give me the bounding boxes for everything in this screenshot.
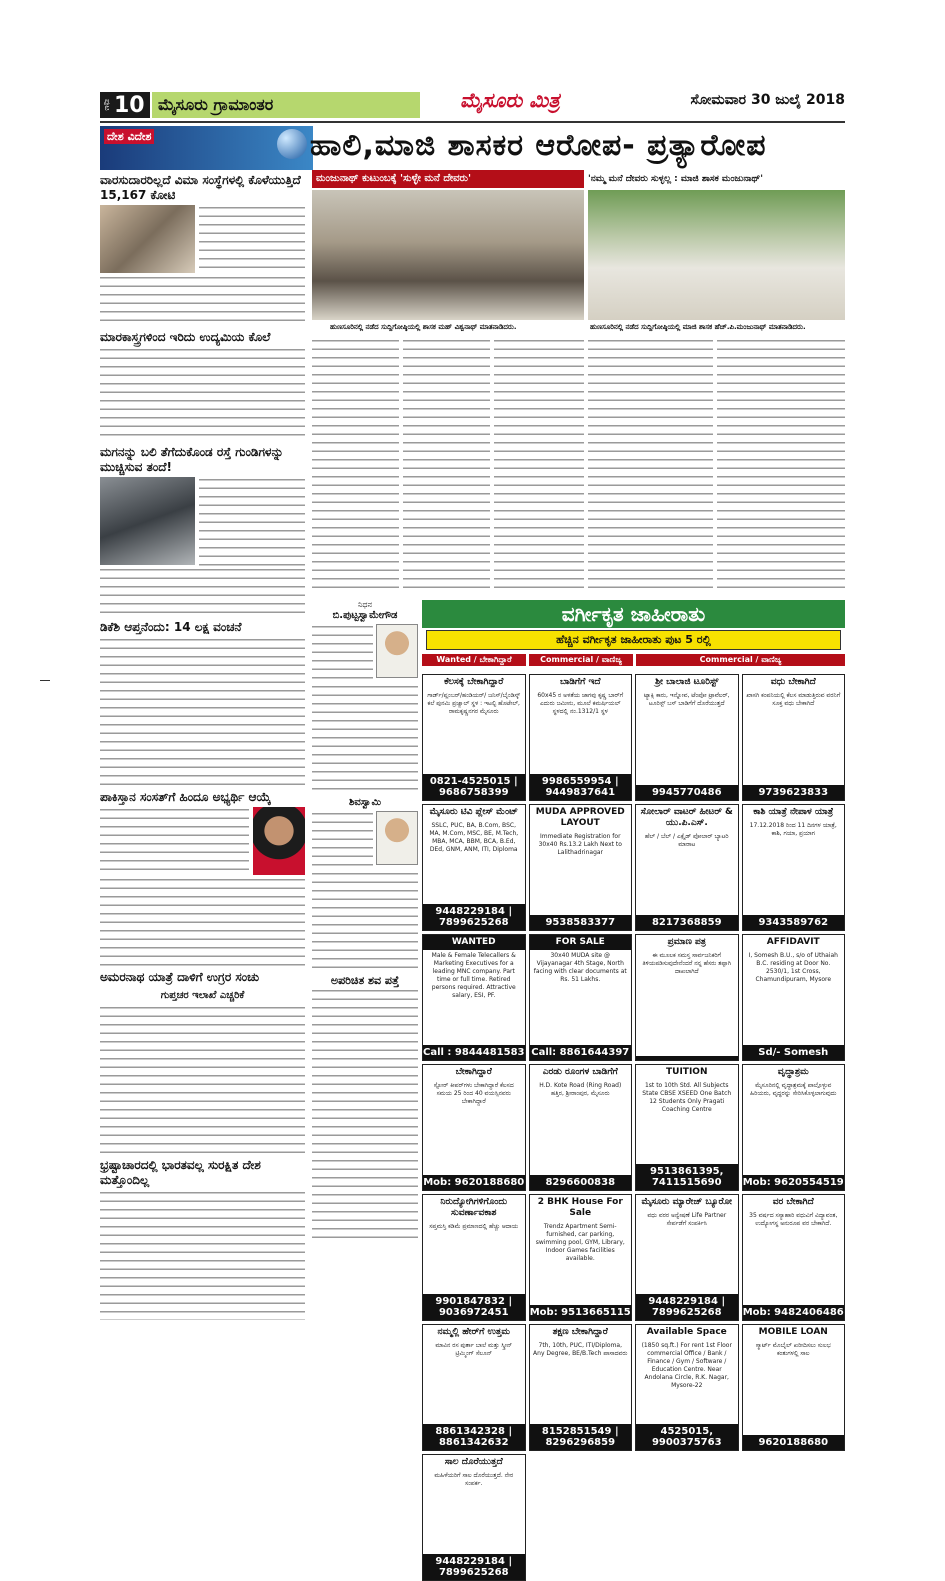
classified-ad — [742, 1064, 846, 1191]
story-tag-right: 'ನಮ್ಮ ಮನೆ ದೇವರು ಸುಳ್ಳಲ್ಲ : ಮಾಜಿ ಶಾಸಕ ಮಂಜುನಾಥ್' — [588, 174, 764, 184]
classified-ad — [742, 1194, 846, 1321]
obit-photo — [376, 624, 418, 678]
page-number-box — [100, 92, 150, 118]
ad-title: MUDA APPROVED LAYOUT — [535, 807, 625, 828]
ad-title: ನಮ್ಮಲ್ಲಿ ಹೇರ್‌ಗೆ ಉತ್ತಮ — [437, 1327, 510, 1337]
ad-phone: Call: 8861644397 — [531, 1047, 630, 1058]
classified-ad — [529, 804, 633, 931]
pothole-photo — [100, 477, 195, 565]
ad-body: Trendz Apartment Semi-furnished, car parking, swimming pool, GYM, Library, Indoor Games facilities available. — [535, 1223, 625, 1262]
ad-phone: Mob: 9620188680 — [423, 1177, 525, 1188]
article-headline: ಅಪರಿಚಿತ ಶವ ಪತ್ತೆ — [330, 974, 400, 987]
ad-title: ಸಾಲ ದೊರೆಯುತ್ತದೆ — [444, 1457, 503, 1467]
page-header — [100, 88, 845, 120]
obit-text — [312, 684, 418, 794]
ad-title: ವಧು ಬೇಕಾಗಿದೆ — [770, 677, 816, 687]
ad-title: ಬೇಕಾಗಿದ್ದಾರೆ — [455, 1067, 492, 1077]
press-meet-photo-left — [312, 190, 584, 320]
ad-body: I, Somesh B.U., s/o of Uthaiah B.C. residing at Door No. 2530/1, 1st Cross, Chamundipuram, Mysore — [748, 952, 838, 983]
classified-ad — [635, 1194, 739, 1321]
classifieds-title: ವರ್ಗೀಕೃತ ಜಾಹೀರಾತು — [422, 600, 845, 628]
ad-phone: 9739623833 — [743, 785, 845, 800]
classifieds-section — [422, 600, 845, 1578]
obit-text — [312, 871, 418, 971]
photo-caption-right: ಹುಣಸೂರಿನಲ್ಲಿ ನಡೆದ ಸುದ್ದಿಗೋಷ್ಠಿಯಲ್ಲಿ ಮಾಜಿ ಶಾಸಕ ಹೆಚ್.ಪಿ.ಮಂಜುನಾಥ್ ಮಾತನಾಡಿದರು. — [590, 323, 806, 331]
ad-phone: 9448229184 | 7899625268 — [423, 904, 525, 930]
classified-ad — [635, 934, 739, 1061]
category-label: Commercial / ವಾಣಿಜ್ಯ — [529, 654, 633, 666]
classified-ad — [742, 1324, 846, 1451]
main-story-column — [588, 338, 713, 593]
ad-phone: 9343589762 — [743, 915, 845, 930]
article-body — [199, 477, 305, 567]
classified-ad — [529, 1064, 633, 1191]
ad-body: 17.12.2018 ರಿಂದ 11 ದಿನಗಳ ಯಾತ್ರೆ, ಕಾಶಿ, ಗಯಾ, ಪ್ರಯಾಗ — [749, 822, 837, 837]
ad-body: Immediate Registration for 30x40 Rs.13.2 Lakh Next to Lalithadrinagar — [538, 833, 622, 856]
classified-ad — [635, 804, 739, 931]
photo-caption-left: ಹುಣಸೂರಿನಲ್ಲಿ ನಡೆದ ಸುದ್ದಿಗೋಷ್ಠಿಯಲ್ಲಿ ಶಾಸಕ ಮಹ್ ವಿಶ್ವನಾಥ್ ಮಾತನಾಡಿದರು. — [330, 323, 517, 331]
article-headline: ಮಾರಕಾಸ್ತ್ರಗಳಿಂದ ಇರಿದು ಉದ್ಯಮಿಯ ಕೊಲೆ — [100, 330, 271, 344]
classified-ad — [742, 804, 846, 931]
ad-phone: 9945770486 — [636, 785, 738, 800]
ad-phone: 9986559954 | 9449837641 — [530, 774, 632, 800]
ad-title: ಸೋಲಾರ್ ವಾಟರ್ ಹೀಟರ್ & ಯು.ಪಿ.ಎಸ್. — [640, 807, 733, 828]
ad-title: ಕೆಲಸಕ್ಕೆ ಬೇಕಾಗಿದ್ದಾರೆ — [444, 677, 504, 687]
ad-title: ನಿರುದ್ಯೋಗಿಗಳಿಗೊಂದು ಸುವರ್ಣಾವಕಾಶ — [440, 1197, 508, 1218]
article-headline: ಅಮರನಾಥ ಯಾತ್ರೆ ದಾಳಿಗೆ ಉಗ್ರರ ಸಂಚು — [100, 970, 260, 984]
main-story-column — [312, 338, 399, 593]
ad-phone: 8296600838 — [530, 1175, 632, 1190]
ad-title: ಮೈಸೂರು ಮ್ಯಾರೇಜ್ ಬ್ಯೂರೋ — [641, 1197, 732, 1207]
ad-body: ವಧು ವರರ ಅನ್ವೇಷಣೆ Life Partner ಸೇರ್ಪಡೆಗೆ ಸಂಪರ್ಕಿಸಿ — [647, 1212, 727, 1227]
main-story-column — [403, 338, 490, 593]
article-headline: ಡಿಕೆಶಿ ಆಪ್ತನೆಂದು: 14 ಲಕ್ಷ ವಂಚನೆ — [100, 620, 242, 634]
ad-body: 60x45 ರ ಅಳತೆಯ ಜಾಗವು ಕೃಷ್ಣ ಬಾರ್‌ಗೆ ಎದುರು ಜಮೀನು, ಮೂಲೆ ಕಮರ್ಷಿಯಲ್ ಸ್ಥಳದಲ್ಲಿ ನಂ.1312/1 ಸ್ಥಳ — [537, 692, 624, 715]
article-subheadline: ಗುಪ್ತಚರ ಇಲಾಖೆ ಎಚ್ಚರಿಕೆ — [160, 990, 245, 1001]
candidate-photo — [253, 807, 305, 875]
ad-body: 1st to 10th Std. All Subjects State CBSE XSEED One Batch 12 Students Only Pragati Coaching Centre — [642, 1082, 732, 1113]
left-news-column — [100, 126, 305, 1276]
article-body — [100, 1190, 305, 1320]
classified-ad — [422, 1064, 526, 1191]
ad-title: ಮೈಸೂರು ಟಿವಿ ಪ್ಲೇಸ್ ಮೆಂಟ್ — [429, 807, 518, 817]
ad-body: 7th, 10th, PUC, ITI/Diploma, Any Degree, BE/B.Tech ಪಾಸಾದವರು — [533, 1342, 628, 1357]
ad-title: ಕಾಶಿ ಯಾತ್ರೆ ನೇಪಾಳ ಯಾತ್ರೆ — [753, 807, 834, 817]
article-body — [100, 807, 249, 877]
ad-grid — [422, 674, 845, 1581]
classified-ad — [422, 1324, 526, 1451]
obit-text — [312, 624, 373, 684]
article-body — [100, 347, 305, 442]
ad-phone: 9448229184 | 7899625268 — [423, 1554, 525, 1580]
ad-title: WANTED — [423, 935, 525, 950]
ad-phone: 9448229184 | 7899625268 — [636, 1294, 738, 1320]
ad-title: ಬಾಡಿಗೆಗೆ ಇದೆ — [559, 677, 601, 687]
article-headline: ಭ್ರಷ್ಟಾಚಾರದಲ್ಲಿ ಭಾರತವಲ್ಲ ಸುರಕ್ಷಿತ ದೇಶ ಮತ್ತೊಂದಿಲ್ಲ — [100, 1158, 261, 1187]
article-body — [100, 275, 305, 327]
obit-label: ನಿಧನ — [357, 600, 373, 609]
category-row — [422, 654, 845, 666]
main-story-column — [494, 338, 584, 593]
classified-ad — [529, 934, 633, 1061]
margin-mark — [40, 680, 50, 681]
ad-phone: Mob: 9513665115 — [529, 1307, 631, 1318]
main-story-column — [717, 338, 845, 593]
article-body — [312, 988, 418, 1238]
ad-title: ತಕ್ಷಣ ಬೇಕಾಗಿದ್ದಾರೆ — [552, 1327, 608, 1337]
classified-ad — [742, 934, 846, 1061]
ad-body: 30x40 MUDA site @ Vijayanagar 4th Stage, North facing with clear documents at Rs. 51 Lakhs. — [533, 952, 627, 983]
ad-title: ವರ ಬೇಕಾಗಿದೆ — [772, 1197, 814, 1207]
article-body — [100, 567, 305, 617]
ad-title: Available Space — [646, 1327, 727, 1337]
ad-phone: 4525015, 9900375763 — [636, 1424, 738, 1450]
classified-ad — [422, 934, 526, 1061]
ad-body: (1850 sq.ft.) For rent 1st Floor commercial Office / Bank / Finance / Gym / Software / Education Centre. Near Andolana Circle, R.K. Nagar, Mysore-22 — [641, 1342, 732, 1389]
ad-phone — [636, 1056, 738, 1060]
ad-body: ಸ್ಟೋರ್ ಕೀಪರ್‌ಗಳು ಬೇಕಾಗಿದ್ದಾರೆ ಕೆಲಸದ ಸಮಯ 25 ರಿಂದ 40 ವಯಸ್ಸಿನವರು ಬೇಕಾಗಿದ್ದಾರೆ — [433, 1082, 514, 1105]
classifieds-subtitle: ಹೆಚ್ಚಿನ ವರ್ಗೀಕೃತ ಜಾಹೀರಾತು ಪುಟ 5 ರಲ್ಲಿ — [426, 630, 841, 650]
ad-phone: 8861342328 | 8861342632 — [423, 1424, 525, 1450]
ad-phone: 9901847832 | 9036972451 — [423, 1294, 525, 1320]
ad-title: ಪ್ರಮಾಣ ಪತ್ರ — [667, 937, 706, 947]
ad-title: ವೃದ್ಧಾಶ್ರಮ — [777, 1067, 809, 1077]
press-meet-photo-right — [588, 190, 845, 320]
classified-ad — [422, 1454, 526, 1581]
ad-phone: 8152851549 | 8296296859 — [530, 1424, 632, 1450]
ad-title: 2 BHK House For Sale — [537, 1197, 623, 1218]
ad-body: ಟ್ಯಾಕ್ಸಿ ಕಾರು, ಇನ್ನೋವ, ಟೆಂಪೋ ಟ್ರಾವೆಲರ್, ಟೂರಿಸ್ಟ್ ಬಸ್ ಬಾಡಿಗೆಗೆ ದೊರೆಯುತ್ತದೆ — [643, 692, 730, 707]
ad-body: ಮಾವಿನ ರಸ ಪುರ್ತಾ ಬಾಲೆ ಮತ್ತು ಸ್ಕ್ರೀನ್ ಟ್ರಿಮ್ಮಿಂಗ್ ಸೆಲೂನ್ — [435, 1342, 513, 1357]
masthead: ಮೈಸೂರು ಮಿತ್ರ — [460, 88, 560, 112]
article-body — [100, 877, 305, 967]
ad-body: ಹೆಲ್ / ಬೆಲ್ / ಎಕ್ಸೈಡ್ ಪೋಲಾರ್ ಬ್ಯಾಟರಿ ಮಾರಾಟ — [644, 833, 729, 848]
ad-body: H.D. Kote Road (Ring Road) ಹತ್ತಿರ, ಶ್ರೀರಾಂಪುರ, ಮೈಸೂರು — [539, 1082, 622, 1097]
obit-photo — [376, 811, 418, 865]
ad-phone: 9513861395, 7411515690 — [636, 1164, 738, 1190]
classified-ad — [422, 674, 526, 801]
ad-title: AFFIDAVIT — [766, 937, 820, 947]
page-label: ಪುಟ — [103, 99, 112, 111]
classified-ad — [529, 1324, 633, 1451]
ad-body: ಸಪ್ತಮಸ್ತಿ ಕಡಿಮೆ ಪ್ರಮಾಣದಲ್ಲಿ ಹೆಚ್ಚು ಆದಾಯ — [429, 1223, 519, 1230]
classified-ad — [742, 674, 846, 801]
globe-icon — [277, 129, 307, 159]
ad-phone: Mob: 9482406486 — [742, 1307, 844, 1318]
ad-body: SSLC, PUC, BA, B.Com, BSC, MA, M.Com, MSC, BE, M.Tech, MBA, MCA, BBM, BCA, B.Ed, DEd, GNM, ANM, ITI, Diploma — [429, 822, 519, 853]
ad-body: Male & Female Telecallers & Marketing Executives for a leading MNC company. Part time or full time. Retired persons required. Attractive salary, ESI, PF. — [431, 952, 516, 999]
ad-phone: Mob: 9620554519 — [742, 1177, 844, 1188]
ad-phone: 8217368859 — [636, 915, 738, 930]
classified-ad — [635, 674, 739, 801]
ad-body: ಮಹಿಳೆಯರಿಗೆ ಸಾಲ ದೊರೆಯುತ್ತದೆ. ನೇರ ಸಂಪರ್ಕ. — [434, 1472, 514, 1487]
ad-title: MOBILE LOAN — [758, 1327, 828, 1337]
ad-body: 35 ವರ್ಷದ ಸಸ್ಯಾಹಾರಿ ವಧುವಿಗೆ ವಿದ್ಯಾವಂತ, ಉದ್ಯೋಗಸ್ಥ ಅನುರೂಪ ವರ ಬೇಕಾಗಿದೆ. — [749, 1212, 838, 1227]
currency-photo — [100, 205, 195, 273]
obit-name: ಬಿ.ಪುಟ್ಟಸ್ವಾಮೇಗೌಡ — [332, 610, 398, 621]
section-title: ಮೈಸೂರು ಗ್ರಾಮಾಂತರ — [152, 92, 420, 118]
header-rule — [100, 121, 845, 123]
article-body — [199, 205, 305, 275]
desha-videsha-logo — [100, 126, 313, 170]
ad-title: TUITION — [666, 1067, 708, 1077]
article-headline: ವಾರಸುದಾರರಿಲ್ಲದೆ ವಿಮಾ ಸಂಸ್ಥೆಗಳಲ್ಲಿ ಕೊಳೆಯುತ್ತಿದೆ 15,167 ಕೋಟಿ — [100, 173, 301, 202]
classified-ad — [529, 1194, 633, 1321]
story-tag-left: ಮಂಜುನಾಥ್ ಕುಟುಂಬಕ್ಕೆ 'ಸುಳ್ಳೇ ಮನೆ ದೇವರು' — [312, 170, 584, 188]
category-label: Commercial / ವಾಣಿಜ್ಯ — [636, 654, 845, 666]
obit-name: ಶಿವಸ್ವಾಮಿ — [348, 797, 382, 808]
ad-phone: Call : 9844481583 — [423, 1047, 525, 1058]
ad-body: ಖಾಸಗಿ ಕಂಪನಿಯಲ್ಲಿ ಕೆಲಸ ಮಾಡುತ್ತಿರುವ ವರನಿಗೆ ಸೂಕ್ತ ವಧು ಬೇಕಾಗಿದೆ — [746, 692, 841, 707]
article-headline: ಮಗನನ್ನು ಬಲಿ ತೆಗೆದುಕೊಂಡ ರಸ್ತೆ ಗುಂಡಿಗಳನ್ನು ಮುಚ್ಚಿಸುವ ತಂದೆ! — [100, 445, 284, 474]
ad-body: ಮೈಸೂರಿನಲ್ಲಿ ವೃದ್ಧಾಶ್ರಮಕ್ಕೆ ಪಾಲ್ಗೊಳ್ಳುವ ಹಿರಿಯರು, ವೃದ್ಧರನ್ನು ಸೇರಿಸಿಕೊಳ್ಳಲಾಗುವುದು — [750, 1082, 837, 1097]
article-headline: ಪಾಕಿಸ್ತಾನ ಸಂಸತ್‌ಗೆ ಹಿಂದೂ ಅಭ್ಯರ್ಥಿ ಆಯ್ಕೆ — [100, 790, 271, 804]
ad-title: ಶ್ರೀ ಬಾಲಾಜಿ ಟೂರಿಸ್ಟ್ — [655, 677, 719, 687]
page-number: 10 — [114, 92, 145, 118]
classified-ad — [635, 1324, 739, 1451]
ad-phone: 9538583377 — [530, 915, 632, 930]
category-label: Wanted / ಬೇಕಾಗಿದ್ದಾರೆ — [422, 654, 526, 666]
obit-text — [312, 811, 373, 871]
logo-label: ದೇಶ ವಿದೇಶ — [104, 129, 154, 144]
issue-date: ಸೋಮವಾರ 30 ಜುಲೈ 2018 — [690, 92, 845, 108]
obituary-column — [312, 600, 418, 1290]
ad-title: ಎರಡು ರೂಂಗಳ ಬಾಡಿಗೆಗೆ — [542, 1067, 618, 1077]
ad-phone: Sd/- Somesh — [743, 1045, 845, 1060]
article-body — [100, 637, 305, 787]
classified-ad — [529, 674, 633, 801]
ad-phone: 9620188680 — [743, 1435, 845, 1450]
ad-title: FOR SALE — [530, 935, 632, 950]
classified-ad — [422, 804, 526, 931]
ad-phone: 0821-4525015 | 9686758399 — [423, 774, 525, 800]
main-headline: ಹಾಲಿ,ಮಾಜಿ ಶಾಸಕರ ಆರೋಪ- ಪ್ರತ್ಯಾರೋಪ — [310, 128, 767, 163]
ad-body: ಸ್ಮಾರ್ಟ್ ಮೊಬೈಲ್ ಖರೀದಿಸಲು ಸುಲಭ ಕಂತುಗಳಲ್ಲಿ ಸಾಲ — [755, 1342, 831, 1357]
classified-ad — [422, 1194, 526, 1321]
ad-body: ಈ ಮೂಲಕ ಸಮಸ್ತ ಸಾರ್ವಜನಿಕರಿಗೆ ತಿಳಿಯಪಡಿಸುವುದೇನೆಂದರೆ ನನ್ನ ಹೆಸರು ತಪ್ಪಾಗಿ ದಾಖಲಾಗಿದೆ — [642, 952, 732, 975]
ad-body: ಗಾರ್ಡ್/ಪ್ಲಂಬರ್/ಹಂಡಿಯರ್/ ಜನಿಸ್/ಬೈಂಡಿಸ್ಕ್ ಕಲೆ ಪುನಮಿ ಪ್ರಜ್ವಾಲ್ ಸ್ಥಳ : ಇಟಲ್ಟಿ ಹೊಟೇಲ್, ರಾಮಕೃಷ್ಣನಗರ ಮೈಸೂರು — [427, 692, 521, 715]
article-body — [100, 1005, 305, 1155]
classified-ad — [635, 1064, 739, 1191]
